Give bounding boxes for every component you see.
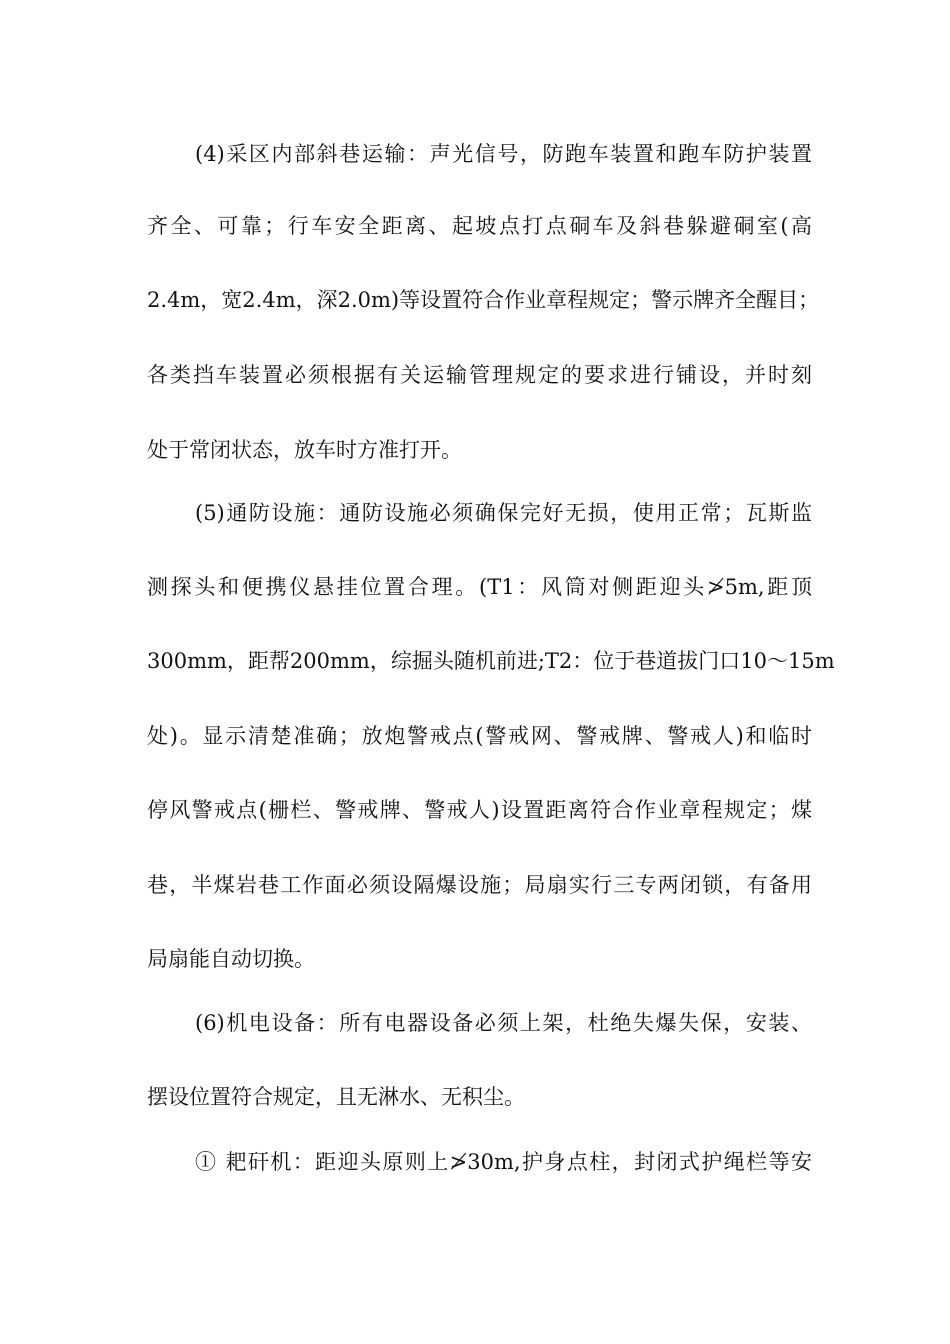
paragraph-5-line-1: (5)通防设施：通防设施必须确保完好无损，使用正常；瓦斯监 — [195, 501, 812, 525]
paragraph-5-line-7: 局扇能自动切换。 — [147, 947, 315, 971]
paragraph-5-line-2: 测探头和便携仪悬挂位置合理。(T1：风筒对侧距迎头≯5m,距顶 — [147, 575, 812, 599]
paragraph-5-line-6: 巷，半煤岩巷工作面必须设隔爆设施；局扇实行三专两闭锁，有备用 — [147, 873, 812, 897]
paragraph-6-line-2: 摆设位置符合规定，且无淋水、无积尘。 — [147, 1085, 525, 1109]
paragraph-6-1-line-1: ① 耙矸机：距迎头原则上≯30m,护身点柱，封闭式护绳栏等安 — [195, 1150, 812, 1174]
paragraph-5-line-5: 停风警戒点(栅栏、警戒牌、警戒人)设置距离符合作业章程规定；煤 — [147, 798, 812, 822]
paragraph-4-line-3: 2.4m，宽2.4m，深2.0m)等设置符合作业章程规定；警示牌齐全醒目； — [147, 288, 820, 312]
paragraph-5-line-3: 300mm，距帮200mm，综掘头随机前进;T2：位于巷道拔门口10～15m — [147, 649, 835, 673]
paragraph-5-line-4: 处)。显示清楚准确；放炮警戒点(警戒网、警戒牌、警戒人)和临时 — [147, 724, 812, 748]
paragraph-4-line-5: 处于常闭状态，放车时方准打开。 — [147, 438, 462, 462]
paragraph-4-line-1: (4)采区内部斜巷运输：声光信号，防跑车装置和跑车防护装置 — [195, 142, 812, 166]
paragraph-6-line-1: (6)机电设备：所有电器设备必须上架，杜绝失爆失保，安装、 — [195, 1011, 812, 1035]
paragraph-4-line-2: 齐全、可靠；行车安全距离、起坡点打点硐车及斜巷躲避硐室(高 — [147, 214, 812, 238]
paragraph-4-line-4: 各类挡车装置必须根据有关运输管理规定的要求进行铺设，并时刻 — [147, 363, 812, 387]
